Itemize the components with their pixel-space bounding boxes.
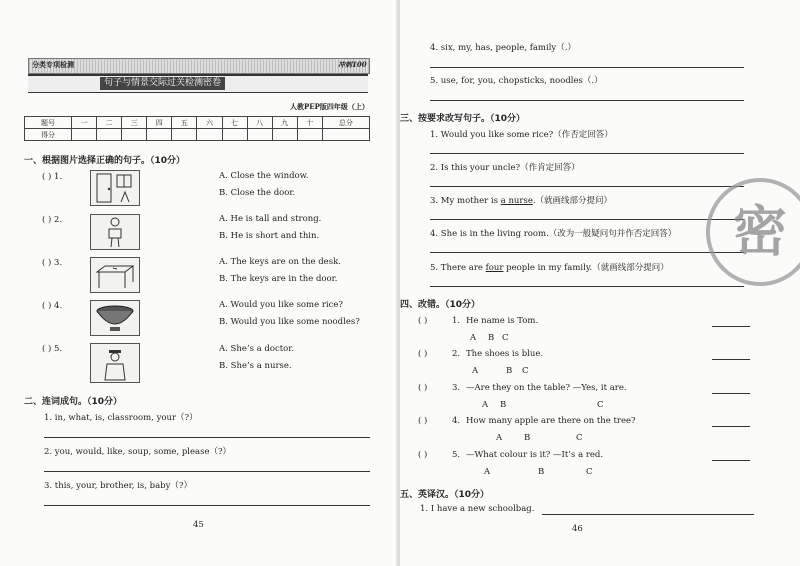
correction-line[interactable]: [712, 393, 750, 394]
score-cell[interactable]: [297, 129, 322, 141]
section2-title: 二、连词成句。（10分）: [24, 397, 123, 407]
option-b: B. Close the door.: [219, 188, 296, 198]
left-page: [0, 0, 398, 566]
letter-b: B: [524, 433, 531, 443]
table-cell: 二: [97, 117, 122, 129]
answer-line[interactable]: [44, 471, 370, 472]
answer-line[interactable]: [430, 219, 744, 220]
question-text: —What colour is it? —It’s a red.: [466, 450, 604, 460]
rewrite-question-1: 1. Would you like some rice?（作否定回答）: [430, 130, 613, 140]
score-cell[interactable]: [272, 129, 297, 141]
question-text: 4. six, my, has, people, family（.）: [430, 43, 576, 53]
section3-title: 三、按要求改写句子。（10分）: [400, 114, 526, 124]
option-a: A. The keys are on the desk.: [219, 257, 341, 267]
score-cell[interactable]: [72, 129, 97, 141]
page-number: 46: [572, 524, 583, 534]
option-b: B. The keys are in the door.: [219, 274, 338, 284]
option-b: B. Would you like some noodles?: [219, 317, 360, 327]
item-number: 3.: [452, 383, 461, 393]
answer-paren[interactable]: ( ): [418, 450, 428, 460]
header-tag: 分类专项检测: [32, 60, 74, 69]
question-text: The shoes is blue.: [466, 349, 544, 359]
boy-picture: [90, 214, 140, 250]
score-cell[interactable]: [97, 129, 122, 141]
header-bar: [28, 58, 370, 74]
letter-b: B: [500, 400, 507, 410]
table-cell: 五: [172, 117, 197, 129]
answer-paren[interactable]: ( ): [418, 316, 428, 326]
score-cell[interactable]: [122, 129, 147, 141]
option-a: A. Close the window.: [219, 171, 309, 181]
answer-line[interactable]: [430, 286, 744, 287]
answer-line[interactable]: [430, 153, 744, 154]
answer-line[interactable]: [44, 505, 370, 506]
page-number: 45: [193, 520, 204, 530]
score-cell[interactable]: [222, 129, 247, 141]
item-number: 5.: [452, 450, 461, 460]
answer-line[interactable]: [430, 67, 744, 68]
letter-c: C: [586, 467, 593, 477]
table-cell: 十: [297, 117, 322, 129]
letter-a: A: [484, 467, 491, 477]
rewrite-question-5: 5. There are four people in my family.（就画线部分提问）: [430, 263, 669, 273]
table-cell: 总分: [322, 117, 369, 129]
option-b: B. She’s a nurse.: [219, 361, 292, 371]
desk-keys-picture: [90, 257, 140, 293]
table-cell: 四: [147, 117, 172, 129]
correction-line[interactable]: [712, 359, 750, 360]
correction-line[interactable]: [712, 460, 750, 461]
answer-line[interactable]: [44, 437, 370, 438]
table-cell: 九: [272, 117, 297, 129]
page-title: 句子与情景交际过关检测密卷: [100, 77, 225, 90]
table-cell: 得分: [25, 129, 72, 141]
score-cell[interactable]: [322, 129, 369, 141]
question-text: 5. use, for, you, chopsticks, noodles（.）: [430, 76, 603, 86]
correction-line[interactable]: [712, 326, 750, 327]
question-text: 2. you, would, like, soup, some, please（?）: [44, 447, 232, 457]
header-score: 冲刺100: [338, 60, 367, 69]
correction-line[interactable]: [712, 426, 750, 427]
table-cell: 题号: [25, 117, 72, 129]
letter-b: B: [506, 366, 513, 376]
confidential-stamp: 密: [706, 178, 800, 286]
score-cell[interactable]: [147, 129, 172, 141]
answer-line[interactable]: [542, 514, 754, 515]
rewrite-question-2: 2. Is this your uncle?（作肯定回答）: [430, 163, 580, 173]
section5-title: 五、英译汉。（10分）: [400, 490, 490, 500]
question-text: He name is Tom.: [466, 316, 539, 326]
nurse-picture: [90, 343, 140, 383]
question-text: 3. this, your, brother, is, baby（?）: [44, 481, 192, 491]
score-cell[interactable]: [247, 129, 272, 141]
letter-c: C: [522, 366, 529, 376]
rewrite-question-4: 4. She is in the living room.（改为一般疑问句并作否定回答）: [430, 229, 677, 239]
right-page: [400, 0, 800, 566]
question-text: 1. I have a new schoolbag.: [420, 504, 535, 514]
answer-paren[interactable]: ( ) 3.: [42, 258, 63, 268]
letter-a: A: [482, 400, 489, 410]
answer-line[interactable]: [430, 252, 744, 253]
item-number: 2.: [452, 349, 461, 359]
question-text: —Are they on the table? —Yes, it are.: [466, 383, 627, 393]
score-table-header-row: [25, 117, 370, 129]
answer-paren[interactable]: ( ): [418, 416, 428, 426]
option-a: A. She’s a doctor.: [219, 344, 295, 354]
answer-line[interactable]: [430, 100, 744, 101]
window-door-picture: [90, 170, 140, 206]
option-b: B. He is short and thin.: [219, 231, 320, 241]
letter-a: A: [496, 433, 503, 443]
score-cell[interactable]: [197, 129, 222, 141]
table-cell: 三: [122, 117, 147, 129]
question-text: How many apple are there on the tree?: [466, 416, 636, 426]
table-cell: 一: [72, 117, 97, 129]
answer-paren[interactable]: ( ) 4.: [42, 301, 63, 311]
score-table: [24, 116, 370, 141]
title-bar: [28, 74, 368, 93]
letter-c: C: [502, 333, 509, 343]
table-cell: 八: [247, 117, 272, 129]
score-cell[interactable]: [172, 129, 197, 141]
table-cell: 六: [197, 117, 222, 129]
letter-c: C: [597, 400, 604, 410]
table-cell: 七: [222, 117, 247, 129]
option-a: A. He is tall and strong.: [219, 214, 322, 224]
letter-b: B: [538, 467, 545, 477]
section4-title: 四、改错。（10分）: [400, 300, 481, 310]
noodle-bowl-picture: [90, 300, 140, 336]
answer-paren[interactable]: ( ): [418, 383, 428, 393]
answer-paren[interactable]: ( ) 2.: [42, 215, 63, 225]
letter-a: A: [470, 333, 477, 343]
score-table-score-row: [25, 129, 370, 141]
item-number: 1.: [452, 316, 461, 326]
answer-line[interactable]: [430, 186, 744, 187]
section1-title: 一、根据图片选择正确的句子。（10分）: [24, 156, 186, 166]
answer-paren[interactable]: ( ) 1.: [42, 172, 63, 182]
letter-c: C: [576, 433, 583, 443]
question-text: 1. in, what, is, classroom, your（?）: [44, 413, 198, 423]
rewrite-question-3: 3. My mother is a nurse.（就画线部分提问）: [430, 196, 613, 206]
answer-paren[interactable]: ( ): [418, 349, 428, 359]
option-a: A. Would you like some rice?: [219, 300, 343, 310]
letter-a: A: [472, 366, 479, 376]
item-number: 4.: [452, 416, 461, 426]
letter-b: B: [488, 333, 495, 343]
answer-paren[interactable]: ( ) 5.: [42, 344, 63, 354]
edition-label: 人教PEP版四年级（上）: [290, 102, 369, 111]
